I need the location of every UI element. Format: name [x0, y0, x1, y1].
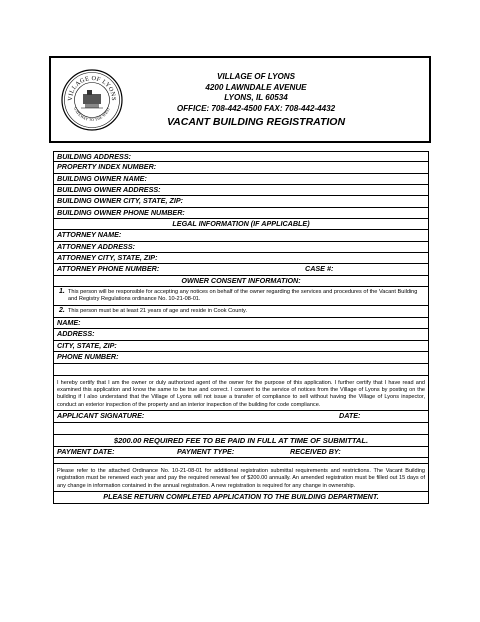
fee-notice: $200.00 REQUIRED FEE TO BE PAID IN FULL AT TIME OF SUBMITTAL. — [53, 435, 429, 447]
consent-item-1 — [53, 287, 429, 306]
attorney-name-field[interactable]: ATTORNEY NAME: — [53, 230, 429, 241]
consent-item-1-text: This person will be responsible for accepting any notices on behalf of the owner regarding the services and procedures of the Vacant Building and Registry Regulations ordinance No. 10-21-08-01. — [68, 289, 418, 303]
owner-consent-heading: OWNER CONSENT INFORMATION: — [53, 276, 429, 287]
consent-item-2-number: 2. — [59, 307, 65, 315]
consent-address-field[interactable]: ADDRESS: — [53, 329, 429, 340]
svg-text:VILLAGE OF LYONS: VILLAGE OF LYONS — [66, 74, 118, 102]
consent-item-2-text: This person must be at least 21 years of age and reside in Cook County. — [68, 308, 247, 315]
org-address: 4200 LAWNDALE AVENUE — [205, 82, 307, 92]
consent-item-1-number: 1. — [59, 288, 65, 296]
received-by-field[interactable]: RECEIVED BY: — [290, 446, 341, 456]
attorney-phone-row — [53, 264, 429, 275]
legal-section-heading: LEGAL INFORMATION (IF APPLICABLE) — [53, 219, 429, 230]
consent-phone-field[interactable]: PHONE NUMBER: — [53, 352, 429, 363]
owner-phone-field[interactable]: BUILDING OWNER PHONE NUMBER: — [53, 208, 429, 219]
building-address-field[interactable]: BUILDING ADDRESS: — [53, 151, 429, 162]
signature-row — [53, 411, 429, 422]
consent-city-field[interactable]: CITY, STATE, ZIP: — [53, 341, 429, 352]
attorney-address-field[interactable]: ATTORNEY ADDRESS: — [53, 242, 429, 253]
village-seal-logo — [61, 69, 123, 131]
applicant-signature-field[interactable]: APPLICANT SIGNATURE: — [57, 411, 145, 421]
payment-date-field[interactable]: PAYMENT DATE: — [57, 446, 115, 456]
return-instruction-footer: PLEASE RETURN COMPLETED APPLICATION TO THE BUILDING DEPARTMENT. — [53, 492, 429, 503]
svg-text:GATEWAY TO THE WEST: GATEWAY TO THE WEST — [72, 106, 111, 123]
payment-type-field[interactable]: PAYMENT TYPE: — [177, 446, 235, 456]
property-index-field[interactable]: PROPERTY INDEX NUMBER: — [53, 162, 429, 173]
owner-name-field[interactable]: BUILDING OWNER NAME: — [53, 174, 429, 185]
org-city: LYONS, IL 60534 — [224, 93, 288, 102]
letterhead-text — [141, 72, 371, 129]
consent-name-field[interactable]: NAME: — [53, 318, 429, 329]
blank-spacer-row — [53, 364, 429, 376]
attorney-city-field[interactable]: ATTORNEY CITY, STATE, ZIP: — [53, 253, 429, 264]
certification-statement: I hereby certify that I am the owner or duly authorized agent of the owner for the purpose of this application. I further certify that I have read and examined this application and know the same to be true and correct. I consent to the service of notices from the Village of Lyons by posting on the building if I also understand that the Village of Lyons will not issue a transfer of compliance to sell without having the Village of Lyons inspector, conduct an exterior inspection of the property and an interior inspection of the building for code compliance. — [53, 376, 429, 412]
letterhead-box — [49, 56, 431, 143]
owner-city-field[interactable]: BUILDING OWNER CITY, STATE, ZIP: — [53, 196, 429, 207]
case-number-field[interactable]: CASE #: — [305, 264, 334, 274]
org-name: VILLAGE OF LYONS — [216, 72, 296, 81]
signature-date-field[interactable]: DATE: — [339, 411, 361, 421]
ordinance-note: Please refer to the attached Ordinance No. 10-21-08-01 for additional registration submittal requirements and restrictions. The Vacant Building registration must be renewed each year and pay the required renewal fee of $200.00 annually. An amended registration must be filled out 15 days of any change in information contained in the annual registration. A new registration is required for any change in ownership. — [53, 464, 429, 492]
document-title: VACANT BUILDING REGISTRATION — [166, 116, 346, 128]
attorney-phone-field[interactable]: ATTORNEY PHONE NUMBER: — [57, 264, 160, 274]
org-contact: OFFICE: 708-442-4500 FAX: 708-442-4432 — [176, 103, 336, 113]
payment-row — [53, 447, 429, 458]
owner-address-field[interactable]: BUILDING OWNER ADDRESS: — [53, 185, 429, 196]
registration-form-table — [53, 151, 429, 504]
consent-item-2 — [53, 306, 429, 318]
blank-spacer-row — [53, 423, 429, 435]
